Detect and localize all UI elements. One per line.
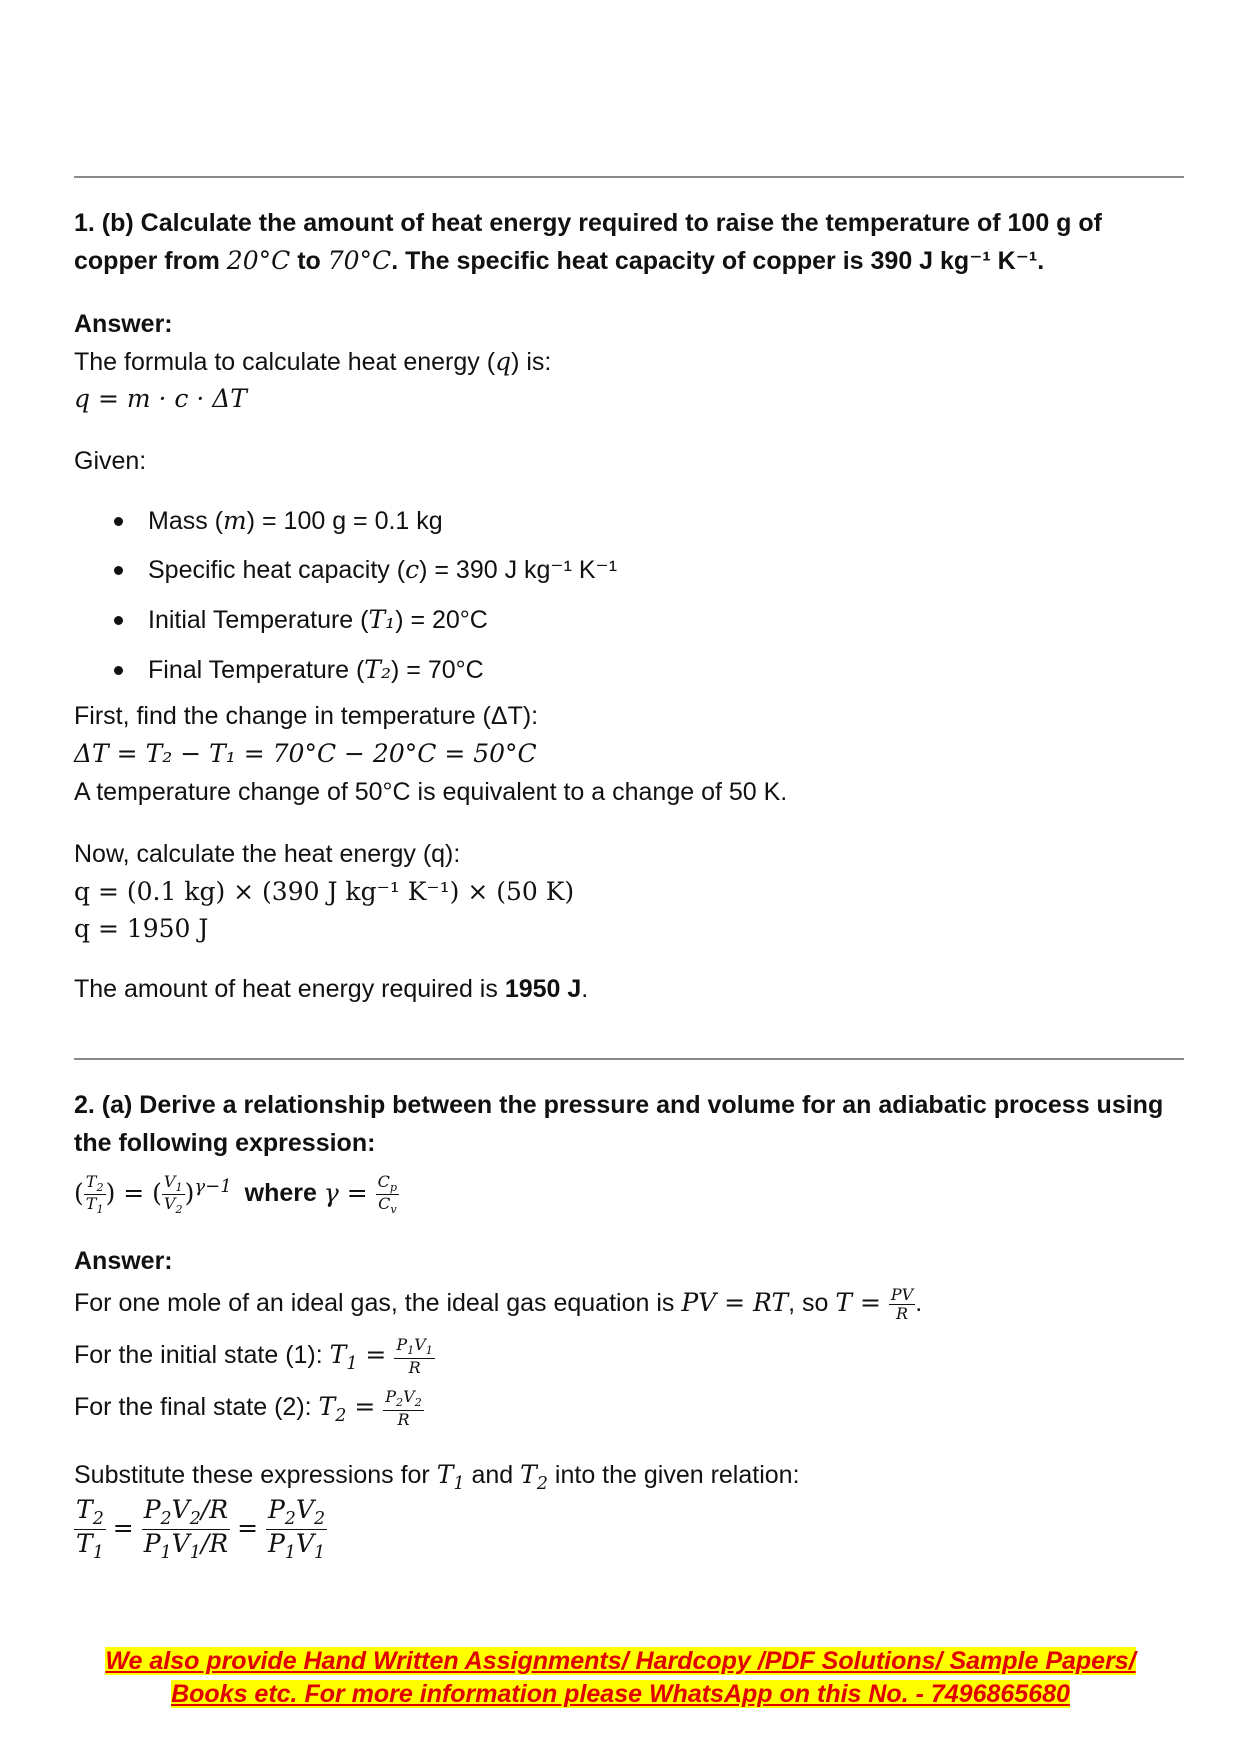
bullet-icon	[114, 666, 123, 675]
q1-given-label: Given:	[74, 447, 147, 475]
bullet-icon	[114, 517, 123, 526]
q1-delta-equation: ΔT = T₂ − T₁ = 70°C − 20°C = 50°C	[74, 739, 537, 768]
q2-ideal-gas-line: For one mole of an ideal gas, the ideal gas equation is PV = RT, so T = $\frac{PV}{R}$ .	[74, 1285, 923, 1323]
q1-formula: q = m · c · ΔT	[74, 384, 247, 413]
q2-final-state: For the final state (2): $T_2$ = $\frac{P_2V_2}{R}$	[74, 1387, 422, 1429]
q2-heading-line2: the following expression:	[74, 1129, 376, 1157]
q1-answer-label: Answer:	[74, 310, 173, 338]
footer-notice-line2: Books etc. For more information please WhatsApp on this No. - 7496865680	[171, 1680, 1070, 1708]
divider-top	[74, 176, 1184, 178]
q2-heading-line1: 2. (a) Derive a relationship between the pressure and volume for an adiabatic process using	[74, 1091, 1164, 1119]
q1-calc-equation-2: q = 1950 J	[74, 914, 209, 943]
q1-delta-intro: First, find the change in temperature (ΔT):	[74, 702, 539, 730]
divider-middle	[74, 1058, 1184, 1060]
q1-calc-intro: Now, calculate the heat energy (q):	[74, 840, 461, 868]
q2-given-expression: ( $\frac{T_2}{T_1}$ ) = ( $\frac{V_1}{V_2}$ )$^{\gamma-1}$ where γ = $\frac{C_p}{C_v}$	[74, 1171, 398, 1217]
q2-substituted-equation: $\frac{T_2}{T_1}$ = $\frac{P_2V_2/R}{P_1V_1/R}$ = $\frac{P_2V_2}{P_1V_1}$	[76, 1495, 326, 1564]
q2-initial-state: For the initial state (1): $T_1$ = $\frac{P_1V_1}{R}$	[74, 1335, 433, 1377]
q2-answer-label: Answer:	[74, 1247, 173, 1275]
bullet-icon	[114, 616, 123, 625]
q1-conclusion: The amount of heat energy required is 1950 J.	[74, 975, 589, 1003]
footer-notice-line1: We also provide Hand Written Assignments/ Hardcopy /PDF Solutions/ Sample Papers/	[105, 1647, 1136, 1675]
q2-substitute-intro: Substitute these expressions for $T_1$ and $T_2$ into the given relation:	[74, 1460, 800, 1494]
q1-delta-note: A temperature change of 50°C is equivalent to a change of 50 K.	[74, 778, 788, 806]
q1-formula-intro: The formula to calculate heat energy (q) is:	[74, 347, 552, 376]
q1-heading-line1: 1. (b) Calculate the amount of heat energy required to raise the temperature of 100 g of	[74, 209, 1102, 237]
bullet-icon	[114, 566, 123, 575]
q1-calc-equation-1: q = (0.1 kg) × (390 J kg⁻¹ K⁻¹) × (50 K)	[74, 877, 575, 906]
q1-heading-line2: copper from 20°C to 70°C. The specific heat capacity of copper is 390 J kg⁻¹ K⁻¹.	[74, 246, 1045, 275]
